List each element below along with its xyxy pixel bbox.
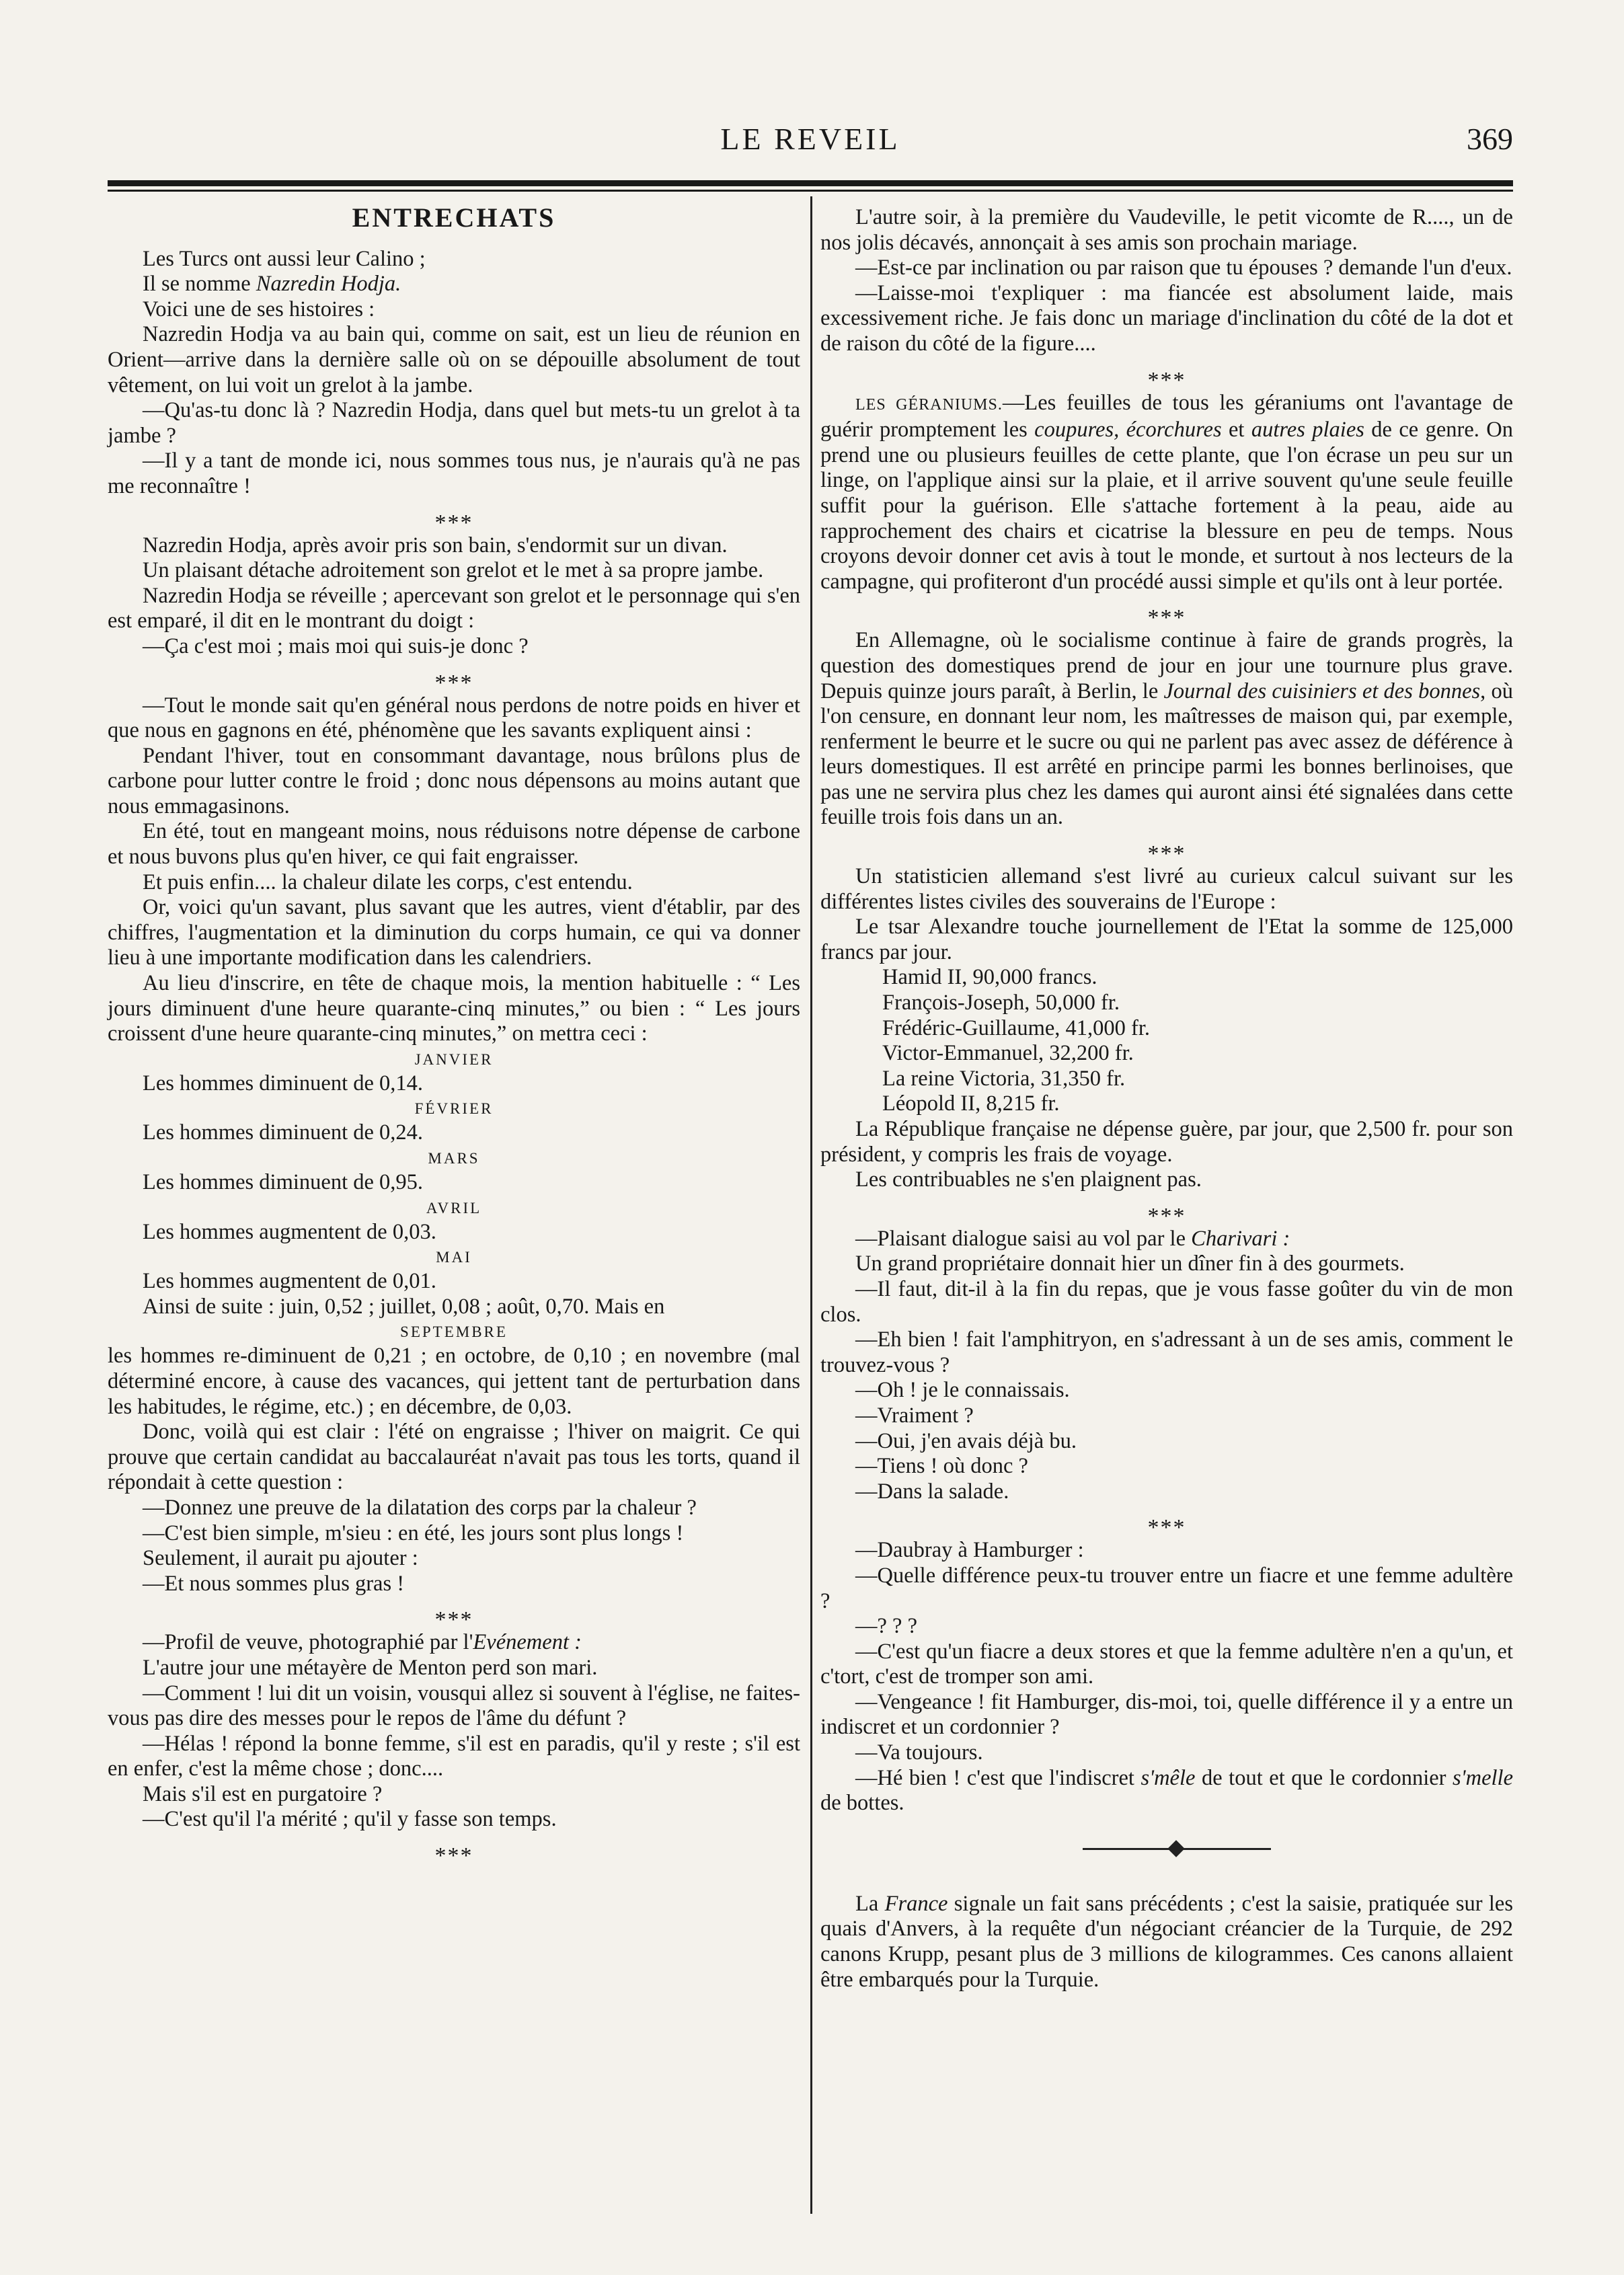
paragraph: Ainsi de suite : juin, 0,52 ; juillet, 0,08 ; août, 0,70. Mais en xyxy=(143,1294,665,1319)
paragraph: L'autre soir, à la première du Vaudeville, le petit vicomte de R...., un de nos jolis décavés, annonçait à ses amis son prochain mariage. xyxy=(820,205,1513,255)
paragraph: Les hommes diminuent de 0,24. xyxy=(143,1120,424,1145)
paragraph: —C'est qu'un fiacre a deux stores et que la femme adultère n'en a qu'un, et c'tort, c'est de tromper son ami. xyxy=(820,1639,1513,1689)
paragraph: Les hommes augmentent de 0,03. xyxy=(143,1219,436,1244)
month-heading: AVRIL xyxy=(426,1199,482,1217)
paragraph: —Daubray à Hamburger : xyxy=(855,1538,1084,1563)
paragraph: —C'est qu'il l'a mérité ; qu'il y fasse son temps. xyxy=(143,1807,557,1832)
paragraph: —Et nous sommes plus gras ! xyxy=(143,1571,405,1596)
paragraph: —Comment ! lui dit un voisin, vousqui allez si souvent à l'église, ne faites-vous pas dire des messes pour le repos de l'âme du défunt ? xyxy=(108,1681,800,1731)
paragraph: Voici une de ses histoires : xyxy=(143,297,375,321)
paragraph: Les contribuables ne s'en plaignent pas. xyxy=(855,1167,1202,1192)
list-item: Hamid II, 90,000 francs. xyxy=(882,965,1097,990)
month-heading: JANVIER xyxy=(414,1050,494,1068)
asterism-separator: *** xyxy=(434,670,473,695)
list-item: La reine Victoria, 31,350 fr. xyxy=(882,1066,1126,1091)
left-column xyxy=(108,202,800,1869)
paragraph: —Il faut, dit-il à la fin du repas, que je vous fasse goûter du vin de mon clos. xyxy=(820,1276,1513,1327)
paragraph: L'autre jour une métayère de Menton perd son mari. xyxy=(143,1655,598,1680)
paragraph: —Eh bien ! fait l'amphitryon, en s'adressant à un de ses amis, comment le trouvez-vous ? xyxy=(820,1327,1513,1377)
paragraph: Donc, voilà qui est clair : l'été on engraisse ; l'hiver on maigrit. Ce qui prouve que certain candidat au baccalauréat n'avait pas tous les torts, quand il répondait à cette question : xyxy=(108,1420,800,1495)
paragraph: —Oui, j'en avais déjà bu. xyxy=(855,1428,1077,1453)
paragraph: —Il y a tant de monde ici, nous sommes tous nus, je n'aurais qu'à ne pas me reconnaître ! xyxy=(108,449,800,498)
asterism-separator: *** xyxy=(1147,841,1186,867)
section-title: ENTRECHATS xyxy=(352,202,556,233)
paragraph: —Va toujours. xyxy=(855,1740,983,1765)
page-header xyxy=(108,121,1513,168)
paragraph: —Laisse-moi t'expliquer : ma fiancée est absolument laide, mais excessivement riche. Je fais donc un mariage d'inclination du côté de la dot et de raison du côté de la figure.... xyxy=(820,280,1513,356)
month-heading: MARS xyxy=(428,1150,480,1167)
paragraph: —Quelle différence peux-tu trouver entre un fiacre et une femme adultère ? xyxy=(820,1563,1513,1613)
paragraph: Les Turcs ont aussi leur Calino ; xyxy=(143,246,426,271)
paragraph: —Profil de veuve, photographié par l'Evénement : xyxy=(143,1630,582,1655)
paragraph: —Tout le monde sait qu'en général nous perdons de notre poids en hiver et que nous en gagnons en été, phénomène que les savants expliquent ainsi : xyxy=(108,693,800,743)
list-item: Léopold II, 8,215 fr. xyxy=(882,1091,1060,1116)
month-heading: SEPTEMBRE xyxy=(400,1323,508,1341)
paragraph: Un grand propriétaire donnait hier un dîner fin à des gourmets. xyxy=(855,1251,1405,1276)
asterism-separator: *** xyxy=(434,510,473,535)
asterism-separator: *** xyxy=(1147,1515,1186,1541)
paragraph: —Tiens ! où donc ? xyxy=(855,1454,1028,1479)
paragraph: —Qu'as-tu donc là ? Nazredin Hodja, dans quel but mets-tu un grelot à ta jambe ? xyxy=(108,398,800,448)
running-title: LE REVEIL xyxy=(720,122,900,156)
paragraph: Nazredin Hodja va au bain qui, comme on sait, est un lieu de réunion en Orient—arrive dans la dernière salle où on se dépouille absolument de tout vêtement, on lui voit un grelot à la jambe. xyxy=(108,322,800,397)
paragraph: En Allemagne, où le socialisme continue à faire de grands progrès, la question des domestiques prend de jour en jour une tournure plus grave. Depuis quinze jours paraît, à Berlin, le Journal des cuisiniers et des bonnes, où l'on censure, en donnant leur nom, les maîtresses de maison qui, par exemple, renferment le beurre et le sucre ou qui ne parlent pas avec assez de déférence à leurs domestiques. Il est arrêté en principe parmi les bonnes berlinoises, que pas une ne servira plus chez les dames qui auront ainsi été signalées dans cette feuille trois fois dans un an. xyxy=(820,628,1513,830)
page-number: 369 xyxy=(1467,122,1513,156)
asterism-separator: *** xyxy=(1147,1203,1186,1229)
column-divider xyxy=(810,196,812,2214)
paragraph: —? ? ? xyxy=(855,1614,918,1639)
paragraph: LES GÉRANIUMS.—Les feuilles de tous les géraniums ont l'avantage de guérir promptement les coupures, écorchures et autres plaies de ce genre. On prend une ou plusieurs feuilles de cette plante, que l'on écrase un peu sur un linge, on l'applique ainsi sur la plaie, et il arrive souvent qu'une seule feuille suffit pour la guérison. Elle s'attache fortement à la peau, aide au rapprochement des chairs et cicatrise la blessure en peu de temps. Nous croyons devoir donner cet avis à tout le monde, et surtout à nos lecteurs de la campagne, qui profiteront d'un procédé aussi simple et qu'ils ont à leur portée. xyxy=(820,390,1514,594)
paragraph: —C'est bien simple, m'sieu : en été, les jours sont plus longs ! xyxy=(143,1520,684,1545)
asterism-separator: *** xyxy=(434,1607,473,1633)
paragraph: Un statisticien allemand s'est livré au curieux calcul suivant sur les différentes listes civiles des souverains de l'Europe : xyxy=(820,864,1513,914)
paragraph: —Donnez une preuve de la dilatation des corps par la chaleur ? xyxy=(143,1495,697,1520)
paragraph: —Plaisant dialogue saisi au vol par le Charivari : xyxy=(855,1226,1290,1251)
month-heading: FÉVRIER xyxy=(414,1100,494,1118)
paragraph: La France signale un fait sans précédents ; c'est la saisie, pratiquée sur les quais d'Anvers, à la requête d'un négociant créancier de la Turquie, de 292 canons Krupp, pesant plus de 3 millions de kilogrammes. Ces canons allaient être embarqués pour la Turquie. xyxy=(820,1891,1514,1992)
list-item: Frédéric-Guillaume, 41,000 fr. xyxy=(882,1015,1151,1040)
paragraph: Les hommes diminuent de 0,14. xyxy=(143,1071,424,1095)
paragraph: —Hé bien ! c'est que l'indiscret s'mêle de tout et que le cordonnier s'melle de bottes. xyxy=(820,1765,1514,1816)
paragraph: Nazredin Hodja, après avoir pris son bain, s'endormit sur un divan. xyxy=(143,533,728,557)
paragraph: La République française ne dépense guère, par jour, que 2,500 fr. pour son président, y compris les frais de voyage. xyxy=(820,1117,1513,1167)
paragraph: les hommes re-diminuent de 0,21 ; en octobre, de 0,10 ; en novembre (mal déterminé encore, à cause des vacances, qui jettent tant de perturbation dans les habitudes, le régime, etc.) ; en décembre, de 0,03. xyxy=(108,1344,800,1419)
paragraph: Seulement, il aurait pu ajouter : xyxy=(143,1546,418,1571)
list-item: François-Joseph, 50,000 fr. xyxy=(882,991,1120,1015)
paragraph: —Vengeance ! fit Hamburger, dis-moi, toi, quelle différence il y a entre un indiscret et un cordonnier ? xyxy=(820,1689,1513,1740)
asterism-separator: *** xyxy=(434,1843,473,1869)
paragraph: Au lieu d'inscrire, en tête de chaque mois, la mention habituelle : “ Les jours diminuent d'une heure quarante-cinq minutes,” ou bien : “ Les jours croissent d'une heure quarante-cinq minutes,” on mettra ceci : xyxy=(108,971,800,1046)
geraniums-label: LES GÉRANIUMS. xyxy=(855,395,1003,414)
paragraph: —Dans la salade. xyxy=(855,1479,1009,1504)
paragraph: Il se nomme Nazredin Hodja. xyxy=(143,272,401,297)
asterism-separator: *** xyxy=(1147,367,1186,393)
right-column xyxy=(820,205,1513,1993)
paragraph: Le tsar Alexandre touche journellement de l'Etat la somme de 125,000 francs par jour. xyxy=(820,915,1513,964)
paragraph: —Oh ! je le connaissais. xyxy=(855,1378,1070,1403)
list-item: Victor-Emmanuel, 32,200 fr. xyxy=(882,1041,1134,1066)
end-ornament xyxy=(820,1826,1513,1873)
paragraph: Un plaisant détache adroitement son grelot et le met à sa propre jambe. xyxy=(143,558,764,583)
asterism-separator: *** xyxy=(1147,605,1186,631)
paragraph: Pendant l'hiver, tout en consommant davantage, nous brûlons plus de carbone pour lutter contre le froid ; donc nous dépensons au moins autant que nous emmagasinons. xyxy=(108,743,800,818)
paragraph: En été, tout en mangeant moins, nous réduisons notre dépense de carbone et nous buvons plus qu'en hiver, ce qui fait engraisser. xyxy=(108,819,800,870)
paragraph: Et puis enfin.... la chaleur dilate les corps, c'est entendu. xyxy=(143,870,633,894)
header-rule-thick xyxy=(108,180,1513,186)
ornament-diamond xyxy=(1167,1840,1184,1857)
paragraph: Mais s'il est en purgatoire ? xyxy=(143,1781,383,1806)
paragraph: Les hommes augmentent de 0,01. xyxy=(143,1269,436,1294)
paragraph: —Hélas ! répond la bonne femme, s'il est en paradis, qu'il y reste ; s'il est en enfer, c'est la même chose ; donc.... xyxy=(108,1731,800,1781)
header-rule-thin xyxy=(108,190,1513,192)
paragraph: Or, voici qu'un savant, plus savant que les autres, vient d'établir, par des chiffres, l'augmentation et la diminution du corps humain, ce qui va donner lieu à une importante modification dans les calendriers. xyxy=(108,895,800,970)
month-heading: MAI xyxy=(436,1249,472,1266)
paragraph: —Ça c'est moi ; mais moi qui suis-je donc ? xyxy=(143,633,529,658)
paragraph: —Vraiment ? xyxy=(855,1403,974,1428)
paragraph: —Est-ce par inclination ou par raison que tu épouses ? demande l'un d'eux. xyxy=(855,256,1512,280)
paragraph: Les hommes diminuent de 0,95. xyxy=(143,1170,424,1194)
paragraph: Nazredin Hodja se réveille ; apercevant son grelot et le personnage qui s'en est emparé, il dit en le montrant du doigt : xyxy=(108,583,800,633)
